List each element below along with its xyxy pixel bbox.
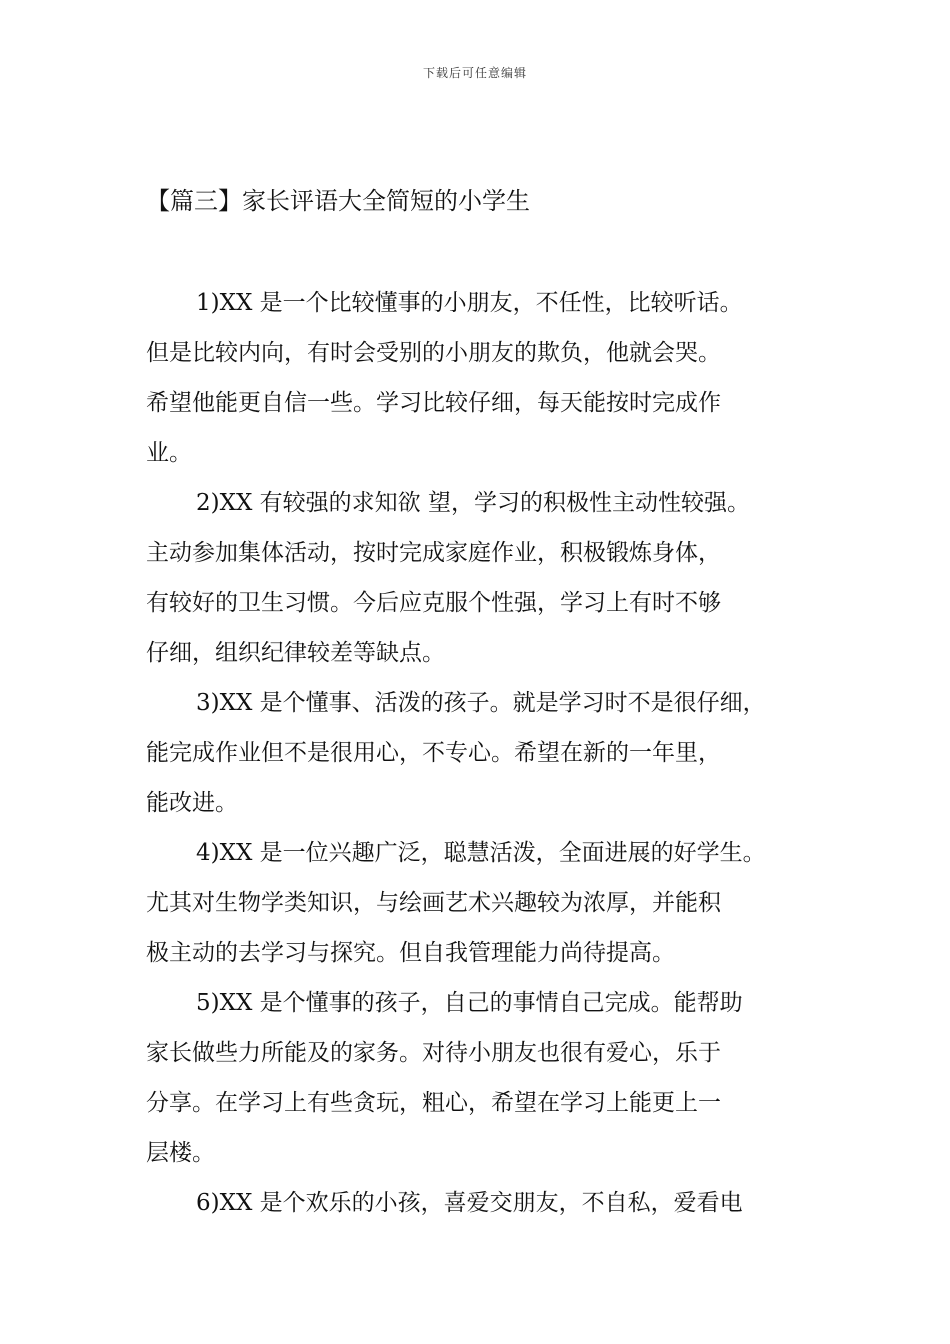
document-title: 【篇三】家长评语大全简短的小学生 xyxy=(146,187,530,215)
paragraph-line: 1)XX 是一个比较懂事的小朋友，不任性，比较听话。 xyxy=(196,290,743,316)
paragraph-line: 5)XX 是个懂事的孩子，自己的事情自己完成。能帮助 xyxy=(196,990,743,1016)
comment-paragraph-6 xyxy=(146,1178,836,1228)
paragraph-line: 2)XX 有较强的求知欲 望，学习的积极性主动性较强。 xyxy=(196,490,750,516)
paragraph-line: 分享。在学习上有些贪玩，粗心，希望在学习上能更上一 xyxy=(146,1090,721,1116)
comment-paragraph-3 xyxy=(146,678,836,828)
paragraph-line: 希望他能更自信一些。学习比较仔细，每天能按时完成作 xyxy=(146,390,721,416)
paragraph-line: 6)XX 是个欢乐的小孩，喜爱交朋友，不自私，爱看电 xyxy=(196,1190,743,1216)
paragraph-line: 4)XX 是一位兴趣广泛，聪慧活泼，全面进展的好学生。 xyxy=(196,840,766,866)
paragraph-line: 主动参加集体活动，按时完成家庭作业，积极锻炼身体， xyxy=(146,540,721,566)
paragraph-line: 但是比较内向，有时会受别的小朋友的欺负，他就会哭。 xyxy=(146,340,721,366)
paragraph-line: 家长做些力所能及的家务。对待小朋友也很有爱心，乐于 xyxy=(146,1040,721,1066)
document-body xyxy=(146,278,836,1228)
paragraph-line: 尤其对生物学类知识，与绘画艺术兴趣较为浓厚，并能积 xyxy=(146,890,721,916)
comment-paragraph-2 xyxy=(146,478,836,678)
paragraph-line: 业。 xyxy=(146,440,192,466)
paragraph-line: 极主动的去学习与探究。但自我管理能力尚待提高。 xyxy=(146,940,675,966)
paragraph-line: 层楼。 xyxy=(146,1140,215,1166)
paragraph-line: 能完成作业但不是很用心，不专心。希望在新的一年里， xyxy=(146,740,721,766)
paragraph-line: 能改进。 xyxy=(146,790,238,816)
paragraph-line: 3)XX 是个懂事、活泼的孩子。就是学习时不是很仔细， xyxy=(196,690,766,716)
comment-paragraph-4 xyxy=(146,828,836,978)
comment-paragraph-1 xyxy=(146,278,836,478)
page-header-note: 下载后可任意编辑 xyxy=(422,66,527,80)
paragraph-line: 有较好的卫生习惯。今后应克服个性强，学习上有时不够 xyxy=(146,590,721,616)
comment-paragraph-5 xyxy=(146,978,836,1178)
paragraph-line: 仔细，组织纪律较差等缺点。 xyxy=(146,640,445,666)
